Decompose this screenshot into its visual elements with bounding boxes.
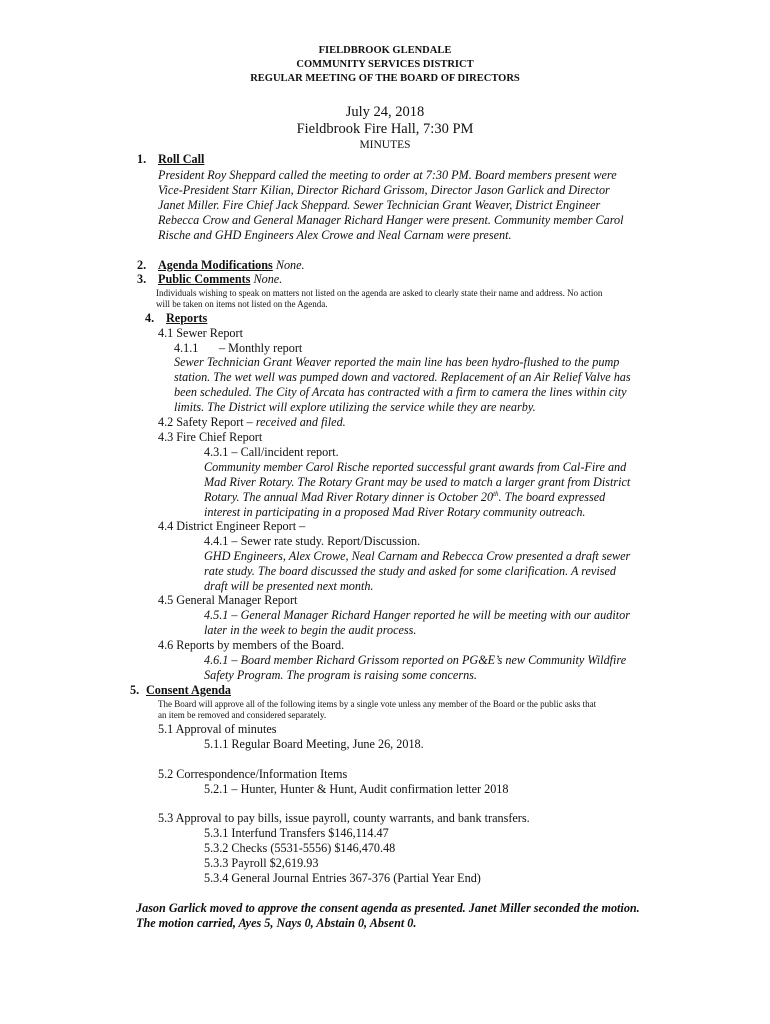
district-subtitle: COMMUNITY SERVICES DISTRICT [296, 59, 474, 70]
district-name: FIELDBROOK GLENDALE [318, 45, 452, 56]
board-reports-heading: 4.6 Reports by members of the Board. [158, 638, 345, 652]
section-2-title: Agenda Modifications [158, 258, 273, 272]
approval-to-pay-bills: 5.3 Approval to pay bills, issue payroll, county warrants, and bank transfers. [158, 811, 530, 825]
call-incident-report: 4.3.1 – Call/incident report. [204, 445, 339, 459]
section-3-line [158, 272, 282, 287]
section-5-number: 5. [130, 683, 140, 697]
fire-report-text-end: . The board expressed [498, 490, 606, 505]
meeting-location: Fieldbrook Fire Hall, 7:30 PM [296, 121, 474, 137]
financial-item: 5.3.2 Checks (5531-5556) $146,470.48 [204, 841, 396, 855]
roll-call-line: Vice-President Starr Kilian, Director Richard Grissom, Director Jason Garlick and Director [158, 183, 610, 197]
section-3-value: None. [253, 272, 283, 286]
public-comments-note: Individuals wishing to speak on matters not listed on the agenda are asked to clearly state their name and address. No action [156, 288, 603, 298]
section-1-title: Roll Call [158, 152, 205, 166]
engineer-report-line: GHD Engineers, Alex Crowe, Neal Carnam and Rebecca Crow presented a draft sewer [204, 549, 631, 563]
roll-call-line: Rische and GHD Engineers Alex Crowe and Neal Carnam were present. [158, 228, 512, 242]
gm-report-line: 4.5.1 – General Manager Richard Hanger reported he will be meeting with our auditor [204, 608, 630, 622]
safety-report-value: received and filed. [255, 415, 346, 429]
engineer-report-heading: 4.4 District Engineer Report – [158, 519, 306, 533]
ordinal-suffix: th [493, 490, 499, 498]
sewer-rate-study: 4.4.1 – Sewer rate study. Report/Discussion. [204, 534, 421, 548]
section-2-line [158, 258, 305, 273]
fire-report-line: Community member Carol Rische reported successful grant awards from Cal-Fire and [204, 460, 627, 474]
consent-agenda-note: an item be removed and considered separately. [158, 710, 327, 720]
fire-report-line: interest in participating in a proposed Mad River Rotary community outreach. [204, 505, 586, 519]
public-comments-note: will be taken on items not listed on the Agenda. [156, 299, 328, 309]
motion-line: The motion carried, Ayes 5, Nays 0, Abstain 0, Absent 0. [136, 916, 417, 930]
sewer-report-heading: 4.1 Sewer Report [158, 326, 243, 340]
section-1-number: 1. [137, 152, 147, 166]
monthly-report-title: – Monthly report [219, 341, 303, 355]
meeting-title: REGULAR MEETING OF THE BOARD OF DIRECTORS [250, 73, 520, 84]
roll-call-line: President Roy Sheppard called the meeting to order at 7:30 PM. Board members present were [158, 168, 617, 182]
approval-of-minutes: 5.1 Approval of minutes [158, 722, 277, 736]
engineer-report-line: draft will be presented next month. [204, 579, 374, 593]
financial-item: 5.3.4 General Journal Entries 367-376 (Partial Year End) [204, 871, 481, 885]
section-5-title: Consent Agenda [146, 683, 231, 697]
motion-line: Jason Garlick moved to approve the consent agenda as presented. Janet Miller seconded the motion. [136, 901, 640, 915]
correspondence-heading: 5.2 Correspondence/Information Items [158, 767, 348, 781]
sewer-report-line: Sewer Technician Grant Weaver reported the main line has been hydro-flushed to the pump [174, 355, 620, 369]
sewer-report-line: station. The wet well was pumped down and vactored. Replacement of an Air Relief Valve has [174, 370, 631, 384]
sewer-report-line: been scheduled. The City of Arcata has contracted with a firm to camera the lines within city [174, 385, 627, 399]
fire-report-line [204, 490, 605, 505]
section-2-number: 2. [137, 258, 147, 272]
regular-board-meeting: 5.1.1 Regular Board Meeting, June 26, 2018. [204, 737, 424, 751]
board-report-line: Safety Program. The program is raising some concerns. [204, 668, 477, 682]
fire-chief-report-heading: 4.3 Fire Chief Report [158, 430, 263, 444]
section-3-number: 3. [137, 272, 147, 286]
monthly-report-number: 4.1.1 [174, 341, 199, 355]
financial-item: 5.3.3 Payroll $2,619.93 [204, 856, 319, 870]
board-report-line: 4.6.1 – Board member Richard Grissom reported on PG&E’s new Community Wildfire [204, 653, 627, 667]
section-2-value: None. [275, 258, 305, 272]
meeting-date: July 24, 2018 [345, 104, 425, 120]
gm-report-line: later in the week to begin the audit process. [204, 623, 417, 637]
engineer-report-line: rate study. The board discussed the study and asked for some clarification. A revised [204, 564, 616, 578]
section-3-title: Public Comments [158, 272, 251, 286]
roll-call-line: Janet Miller. Fire Chief Jack Sheppard. Sewer Technician Grant Weaver, District Engineer [158, 198, 601, 212]
safety-report-line [158, 415, 346, 430]
consent-agenda-note: The Board will approve all of the following items by a single vote unless any member of the Board or the public asks that [158, 699, 597, 709]
fire-report-text: Rotary. The annual Mad River Rotary dinner is October 20 [204, 490, 494, 505]
sewer-report-line: limits. The District will explore utilizing the service while they are nearby. [174, 400, 536, 414]
gm-report-heading: 4.5 General Manager Report [158, 593, 298, 607]
fire-report-line: Mad River Rotary. The Rotary Grant may be used to match a larger grant from District [204, 475, 631, 489]
audit-confirmation-letter: 5.2.1 – Hunter, Hunter & Hunt, Audit confirmation letter 2018 [204, 782, 509, 796]
document-type: MINUTES [359, 139, 411, 151]
roll-call-line: Rebecca Crow and General Manager Richard Hanger were present. Community member Carol [158, 213, 624, 227]
section-4-title: Reports [166, 311, 208, 325]
safety-report-label: 4.2 Safety Report – [158, 415, 253, 429]
section-4-number: 4. [145, 311, 155, 325]
financial-item: 5.3.1 Interfund Transfers $146,114.47 [204, 826, 389, 840]
